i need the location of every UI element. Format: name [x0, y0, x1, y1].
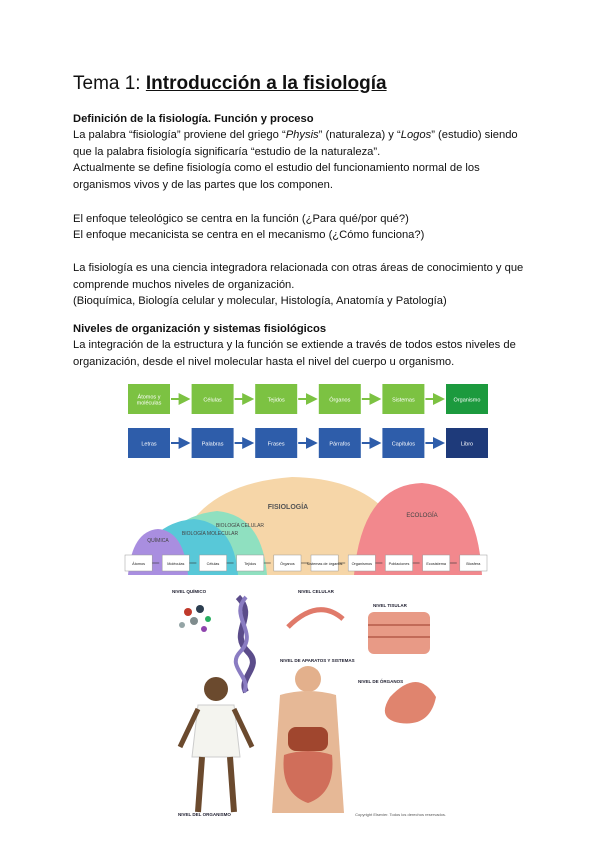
domain-level-label: Poblaciones: [388, 562, 410, 566]
domain-level-label: Átomos: [132, 562, 146, 566]
paragraph-etymology: La palabra “fisiología” proviene del griego “Physis” (naturaleza) y “Logos” (estudio) siendo que la palabra fisiología significaría “estudio de la naturaleza”.: [73, 129, 518, 158]
bio-level-label: Organismo: [453, 397, 481, 404]
bio-level-label: moléculas: [136, 400, 162, 407]
paragraph-mechanistic: El enfoque mecanicista se centra en el mecanismo (¿Cómo funciona?): [73, 229, 425, 241]
torso-organs: [272, 666, 344, 813]
bio-level-label: Tejidos: [267, 397, 285, 404]
girl-figure: [180, 677, 252, 812]
bio-level-label: Sistemas: [392, 397, 415, 404]
tissue-icon: [368, 612, 430, 654]
book-level-label: Frases: [267, 441, 285, 448]
domain-level-label: Biosfera: [466, 562, 481, 566]
title-main: Introducción a la fisiología: [145, 73, 387, 94]
book-level-label: Párrafos: [329, 441, 351, 448]
term-logos: Logos: [400, 129, 432, 141]
title-prefix: Tema 1:: [73, 73, 146, 94]
domain-level-label: Células: [206, 562, 220, 566]
bio-level-label: Átomos y: [137, 394, 161, 401]
bio-level-label: Células: [203, 397, 222, 404]
section1-heading: Definición de la fisiología. Función y proceso: [73, 113, 314, 125]
domain-level-label: Órganos: [280, 562, 295, 566]
domain-level-label: Organismos: [351, 562, 373, 566]
domain-level-label: Ecosistema: [426, 562, 447, 566]
book-level-label: Palabras: [201, 441, 224, 448]
domain-level-label: Moléculas: [167, 562, 185, 566]
book-level-label: Capítulos: [391, 441, 416, 448]
book-level-label: Letras: [141, 441, 157, 448]
illus-label-organism: NIVEL DEL ORGANISMO: [178, 812, 231, 817]
illus-label-chemical: NIVEL QUÍMICO: [172, 589, 207, 594]
section2-heading: Niveles de organización y sistemas fisiológicos: [73, 323, 327, 335]
arc-label-fisiologia: FISIOLOGÍA: [267, 504, 309, 511]
paragraph-integrative: La fisiología es una ciencia integradora relacionada con otras áreas de conocimiento y que comprende muchos niveles de organización.: [73, 262, 524, 291]
paragraph-related-areas: (Bioquímica, Biología celular y molecular, Histología, Anatomía y Patología): [73, 295, 447, 307]
illus-copyright: Copyright Elsevier. Todos los derechos reservados.: [355, 812, 446, 817]
domain-level-label: Sistemas de órganos: [306, 562, 343, 566]
book-level-label: Libro: [460, 441, 474, 448]
domains-arch-diagram: [122, 475, 494, 580]
organization-flow-diagram: [128, 382, 488, 460]
arc-label-biologia-celular: BIOLOGÍA CELULAR: [215, 523, 265, 529]
paragraph-definition: Actualmente se define fisiología como el estudio del funcionamiento normal de los organismos vivos y de las partes que los componen.: [73, 162, 480, 191]
paragraph-integration: La integración de la estructura y la función se extiende a través de todos estos niveles de organización, desde el nivel molecular hasta el nivel del cuerpo u organismo.: [73, 339, 516, 368]
illus-label-organs: NIVEL DE ÓRGANOS: [358, 679, 404, 684]
domain-level-label: Tejidos: [244, 562, 257, 566]
stomach-icon: [385, 682, 436, 723]
chemical-level-atoms: [179, 605, 211, 632]
paragraph-teleological: El enfoque teleológico se centra en la función (¿Para qué/por qué?): [73, 213, 409, 225]
bio-level-label: Órganos: [329, 397, 351, 404]
page-title: [73, 73, 387, 95]
term-physis: Physis: [285, 129, 319, 141]
cell-icon: [288, 610, 343, 627]
illus-label-systems: NIVEL DE APARATOS Y SISTEMAS: [280, 658, 355, 663]
arc-label-biologia-molecular: BIOLOGÍA MOLECULAR: [181, 531, 239, 537]
body-organization-illustration: [168, 587, 448, 819]
arc-label-quimica: QUÍMICA: [147, 538, 169, 544]
illus-label-cellular: NIVEL CELULAR: [298, 589, 334, 594]
illus-label-tissue: NIVEL TISULAR: [373, 603, 407, 608]
arc-label-ecologia: ECOLOGÍA: [406, 513, 438, 519]
